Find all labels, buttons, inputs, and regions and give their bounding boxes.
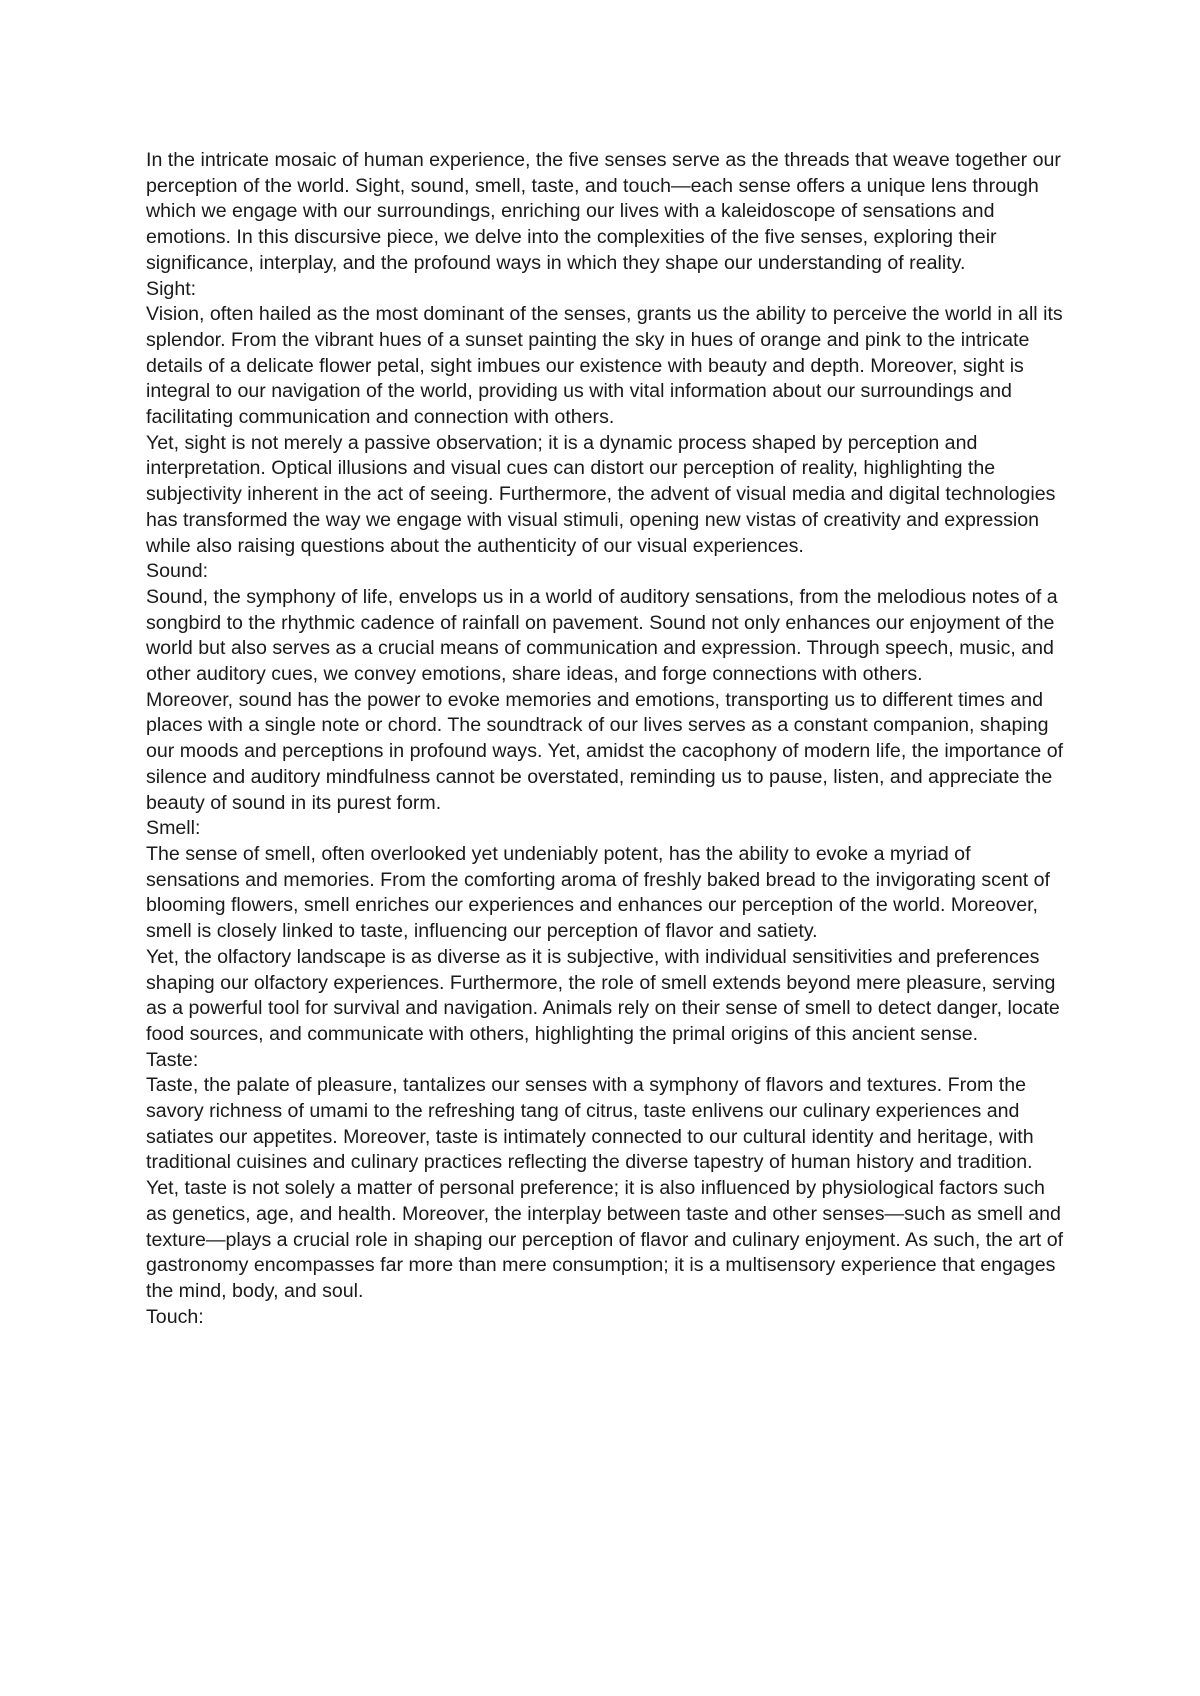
section-heading-taste: Taste: (146, 1048, 199, 1071)
intro-paragraph: In the intricate mosaic of human experience, the five senses serve as the threads that weave together our perception of the world. Sight, sound, smell, taste, and touch—each sense offers a unique lens through which we engage with our surroundings, enriching our lives with a kaleidoscope of sensations and emotions. In this discursive piece, we delve into the complexities of the five senses, exploring their significance, interplay, and the profound ways in which they shape our understanding of reality. (146, 149, 1061, 274)
smell-paragraph-1: The sense of smell, often overlooked yet undeniably potent, has the ability to evoke a myriad of sensations and memories. From the comforting aroma of freshly baked bread to the invigorating scent of blooming flowers, smell enriches our experiences and enhances our perception of the world. Moreover, smell is closely linked to taste, influencing our perception of flavor and satiety. (146, 842, 1050, 943)
section-heading-touch: Touch: (146, 1305, 204, 1328)
sound-paragraph-1: Sound, the symphony of life, envelops us in a world of auditory sensations, from the melodious notes of a songbird to the rhythmic cadence of rainfall on pavement. Sound not only enhances our enjoyment of the world but also serves as a crucial means of communication and expression. Through speech, music, and other auditory cues, we convey emotions, share ideas, and forge connections with others. (146, 585, 1058, 686)
smell-paragraph-2: Yet, the olfactory landscape is as diverse as it is subjective, with individual sensitivities and preferences shaping our olfactory experiences. Furthermore, the role of smell extends beyond mere pleasure, serving as a powerful tool for survival and navigation. Animals rely on their sense of smell to detect danger, locate food sources, and communicate with others, highlighting the primal origins of this ancient sense. (146, 945, 1060, 1045)
section-heading-sight: Sight: (146, 277, 197, 300)
document-page (146, 148, 1066, 1330)
taste-paragraph-1: Taste, the palate of pleasure, tantalizes our senses with a symphony of flavors and textures. From the savory richness of umami to the refreshing tang of citrus, taste enlivens our culinary experiences and satiates our appetites. Moreover, taste is intimately connected to our cultural identity and heritage, with traditional cuisines and culinary practices reflecting the diverse tapestry of human history and tradition. (146, 1074, 1034, 1174)
section-heading-smell: Smell: (146, 817, 201, 840)
section-heading-sound: Sound: (146, 560, 209, 583)
sight-paragraph-1: Vision, often hailed as the most dominant of the senses, grants us the ability to perceive the world in all its splendor. From the vibrant hues of a sunset painting the sky in hues of orange and pink to the intricate details of a delicate flower petal, sight imbues our existence with beauty and depth. Moreover, sight is integral to our navigation of the world, providing us with vital information about our surroundings and facilitating communication and connection with others. (146, 303, 1063, 429)
sight-paragraph-2: Yet, sight is not merely a passive observation; it is a dynamic process shaped by perception and interpretation. Optical illusions and visual cues can distort our perception of reality, highlighting the subjectivity inherent in the act of seeing. Furthermore, the advent of visual media and digital technologies has transformed the way we engage with visual stimuli, opening new vistas of creativity and expression while also raising questions about the authenticity of our visual experiences. (146, 431, 1056, 557)
sound-paragraph-2: Moreover, sound has the power to evoke memories and emotions, transporting us to different times and places with a single note or chord. The soundtrack of our lives serves as a constant companion, shaping our moods and perceptions in profound ways. Yet, amidst the cacophony of modern life, the importance of silence and auditory mindfulness cannot be overstated, reminding us to pause, listen, and appreciate the beauty of sound in its purest form. (146, 688, 1064, 814)
taste-paragraph-2: Yet, taste is not solely a matter of personal preference; it is also influenced by physiological factors such as genetics, age, and health. Moreover, the interplay between taste and other senses—such as smell and texture—plays a crucial role in shaping our perception of flavor and culinary enjoyment. As such, the art of gastronomy encompasses far more than mere consumption; it is a multisensory experience that engages the mind, body, and soul. (146, 1177, 1064, 1302)
